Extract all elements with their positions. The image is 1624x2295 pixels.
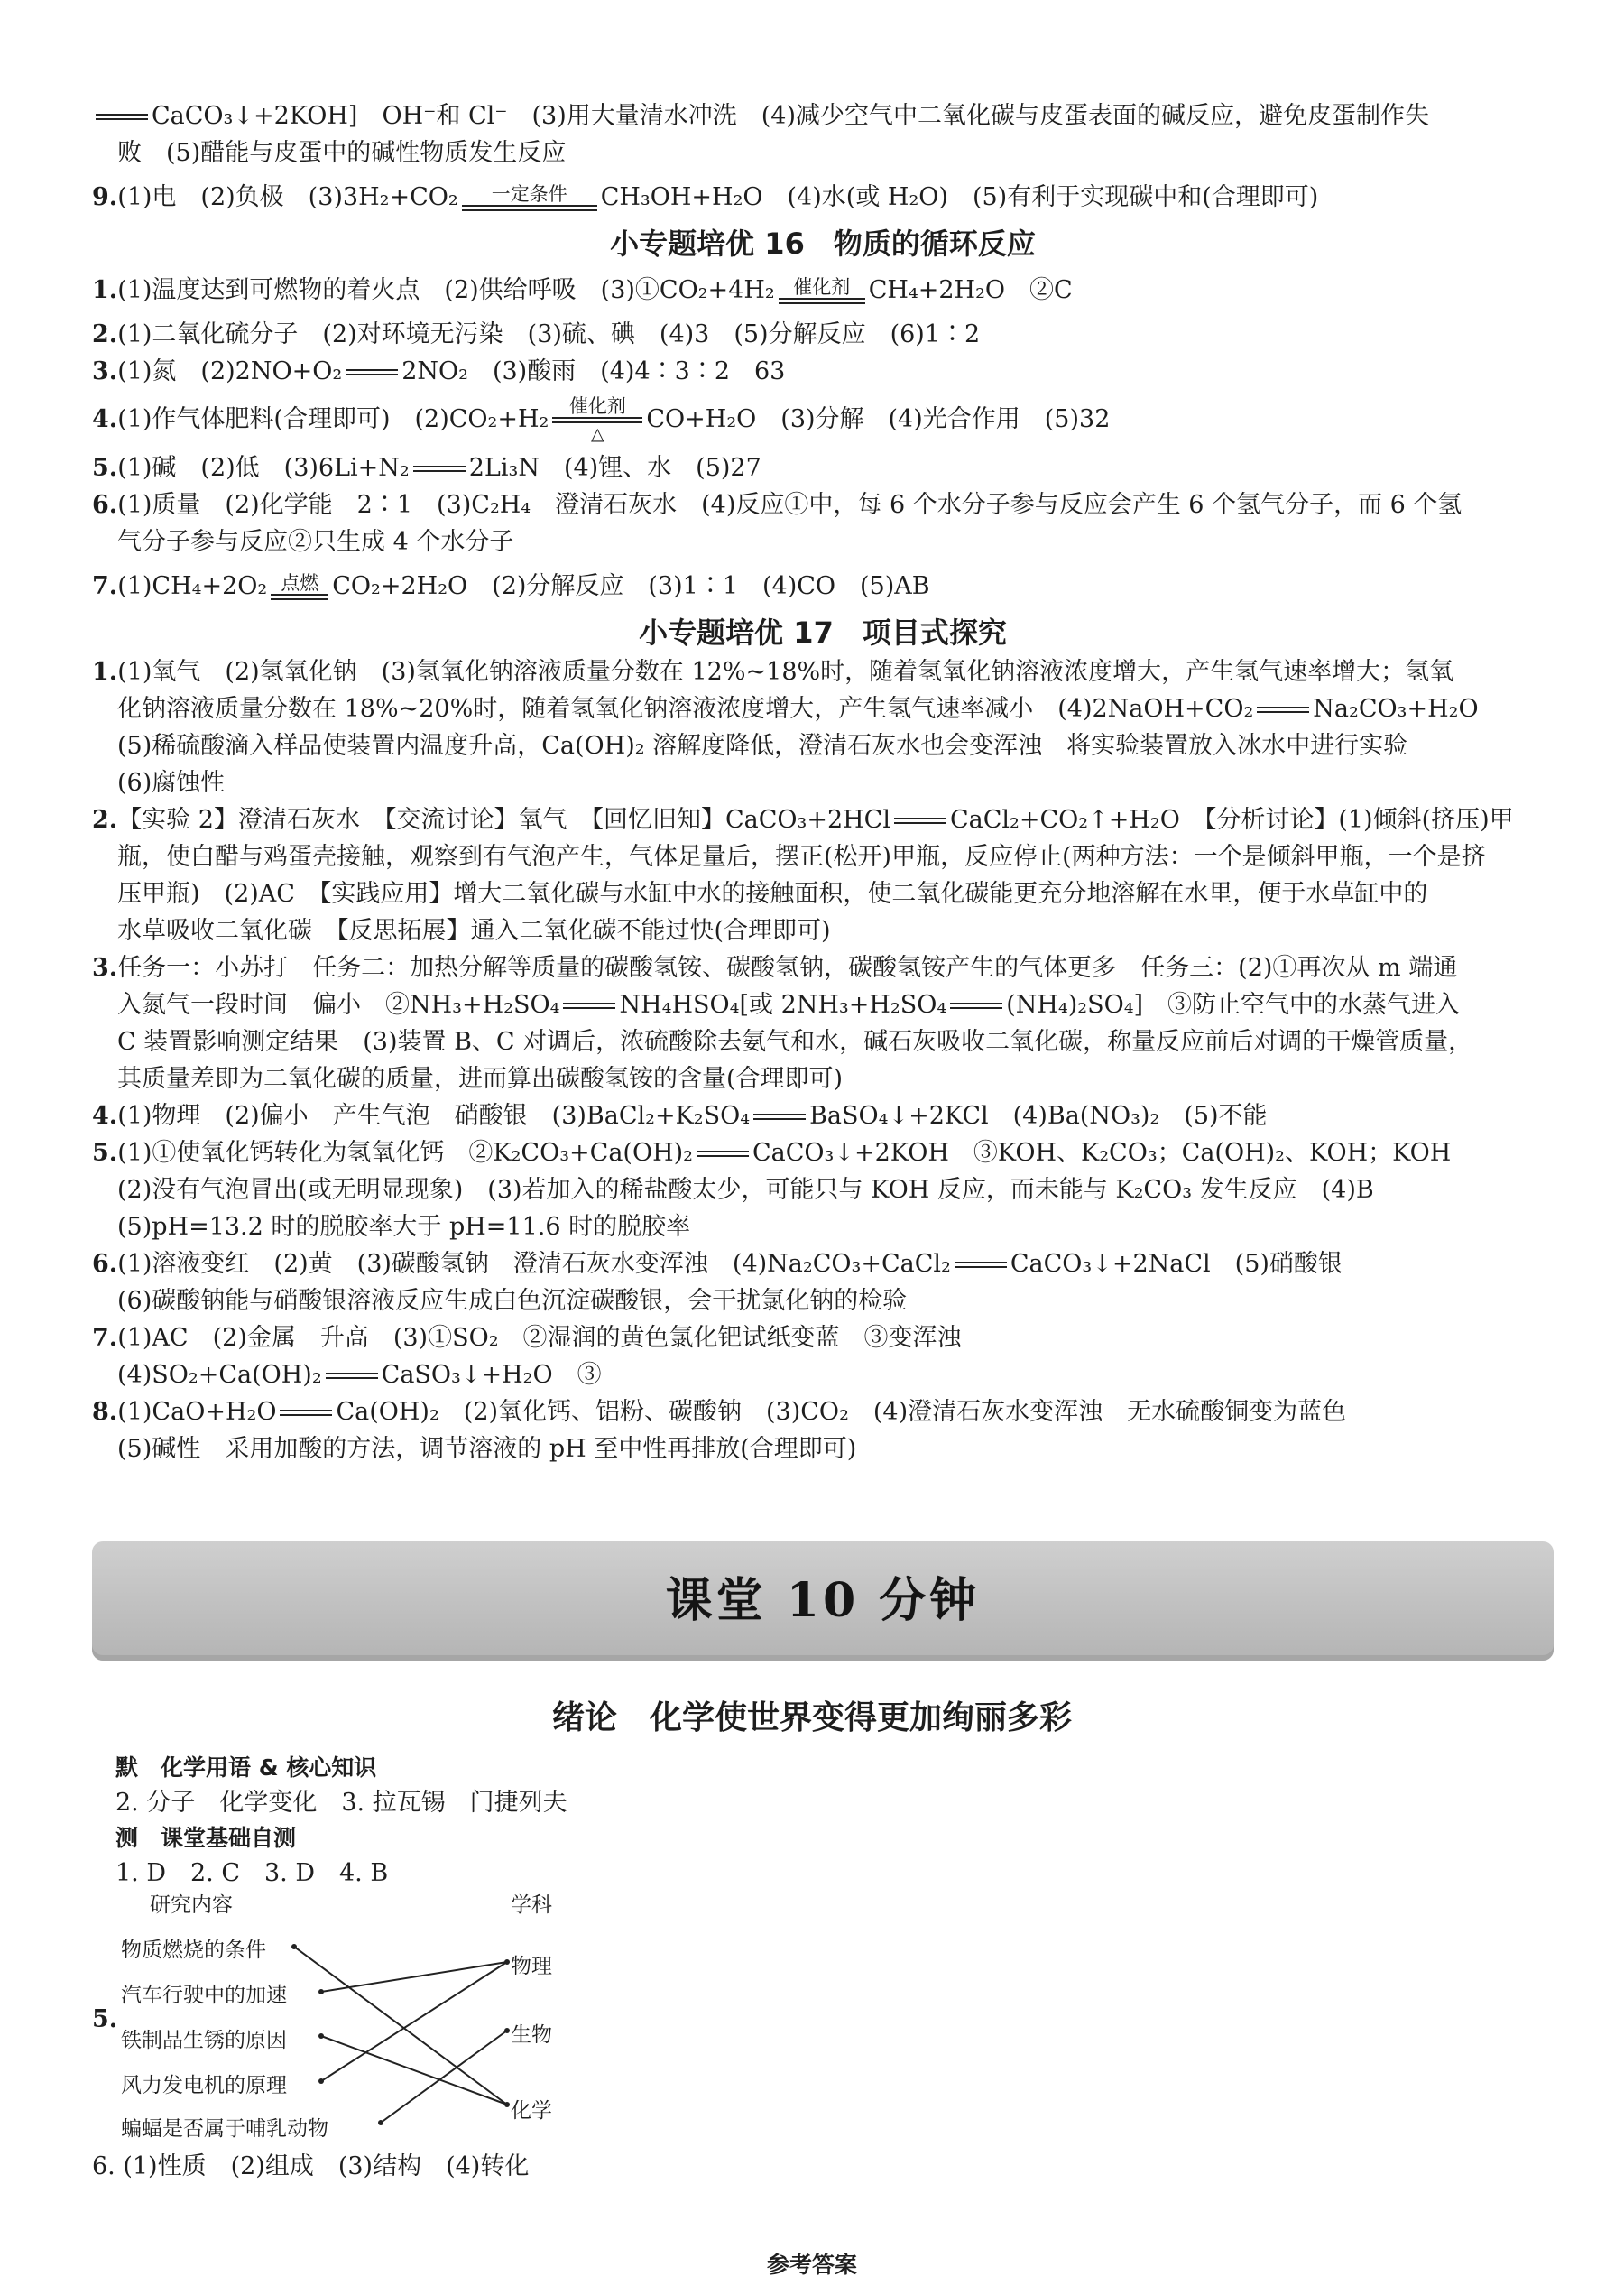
section-banner xyxy=(92,1541,1554,1661)
equals-sign xyxy=(413,466,466,472)
left-column-header: 研究内容 xyxy=(150,1893,233,1917)
intro-title: 绪论 化学使世界变得更加绚丽多彩 xyxy=(551,1699,1072,1736)
answer-line: 入氮气一段时间 偏小 ②NH₃+H₂SO₄ NH₄HSO₄[或 2NH₃+H₂SO₄ (NH₄)₂SO₄] ③防止空气中的水蒸气进入 xyxy=(117,991,1461,1019)
answer-17-6: 6.(1)溶液变红 (2)黄 (3)碳酸氢钠 澄清石灰水变浑浊 (4)Na₂CO₃+CaCl₂ CaCO₃↓+2NaCl (5)硝酸银 xyxy=(92,1250,1343,1278)
subsection-head: 测 课堂基础自测 xyxy=(115,1825,297,1851)
equals-sign xyxy=(753,1114,806,1120)
answer-line: 2. 分子 化学变化 3. 拉瓦锡 门捷列夫 xyxy=(115,1789,567,1817)
left-item: 铁制品生锈的原因 xyxy=(121,2029,287,2052)
answer-line: (4)SO₂+Ca(OH)₂ CaSO₃↓+H₂O ③ xyxy=(117,1361,602,1389)
answer-line: (2)没有气泡冒出(或无明显现象) (3)若加入的稀盐酸太少，可能只与 KOH 反应，而未能与 K₂CO₃ 发生反应 (4)B xyxy=(117,1176,1374,1204)
match-line xyxy=(294,1947,507,2105)
answer-line: 1. D 2. C 3. D 4. B xyxy=(115,1859,389,1887)
answer-line: 压甲瓶) (2)AC 【实践应用】增大二氧化碳与水缸中水的接触面积，使二氧化碳能更充分地溶解在水里，便于水草缸中的 xyxy=(117,880,1428,908)
match-line xyxy=(321,2036,507,2105)
equals-sign xyxy=(697,1151,749,1157)
answer-16-5: 5.(1)碱 (2)低 (3)6Li+N₂ 2Li₃N (4)锂、水 (5)27 xyxy=(92,454,761,482)
question-number: 9. xyxy=(92,183,118,211)
answer-9: 9.(1)电 (2)负极 (3)3H₂+CO₂ 一定条件 CH₃OH+H₂O (4)水(或 H₂O) (5)有利于实现碳中和(合理即可) xyxy=(92,171,1554,223)
answer-line: (5)稀硫酸滴入样品使装置内温度升高，Ca(OH)₂ 溶解度降低，澄清石灰水也会变浑浊 将实验装置放入冰水中进行实验 xyxy=(117,732,1408,760)
equals-sign xyxy=(950,1003,1002,1009)
right-item: 物理 xyxy=(511,1955,552,1978)
answer-17-8: 8.(1)CaO+H₂O Ca(OH)₂ (2)氧化钙、铝粉、碳酸钠 (3)CO₂ (4)澄清石灰水变浑浊 无水硫酸铜变为蓝色 xyxy=(92,1398,1347,1426)
answer-16-2: 2.(1)二氧化硫分子 (2)对环境无污染 (3)硫、碘 (4)3 (5)分解反应 (6)1∶2 xyxy=(92,320,981,348)
equals-sign xyxy=(1257,707,1309,713)
reaction-condition: 一定条件 xyxy=(462,185,597,211)
answer-line: (5)pH=13.2 时的脱胶率大于 pH=11.6 时的脱胶率 xyxy=(117,1213,691,1241)
equals-sign xyxy=(894,818,946,824)
match-line xyxy=(321,1962,507,2081)
reaction-condition: 催化剂 △ xyxy=(552,397,642,443)
answer-line: 水草吸收二氧化碳 【反思拓展】通入二氧化碳不能过快(合理即可) xyxy=(117,917,831,945)
answer-17-3: 3.任务一：小苏打 任务二：加热分解等质量的碳酸氢铵、碳酸氢钠，碳酸氢铵产生的气体更多 任务三：(2)①再次从 m 端通 xyxy=(92,954,1458,982)
left-item: 汽车行驶中的加速 xyxy=(121,1984,287,2007)
answer-line: C 装置影响测定结果 (3)装置 B、C 对调后，浓硫酸除去氨气和水，碱石灰吸收二氧化碳，称量反应前后对调的干燥管质量， xyxy=(117,1028,1473,1056)
answer-16-3: 3.(1)氮 (2)2NO+O₂ 2NO₂ (3)酸雨 (4)4∶3∶2 63 xyxy=(92,357,786,385)
right-item: 化学 xyxy=(511,2099,552,2123)
answer-line: 瓶，使白醋与鸡蛋壳接触，观察到有气泡产生，气体足量后，摆正(松开)甲瓶，反应停止(两种方法：一个是倾斜甲瓶，一个是挤 xyxy=(117,843,1486,871)
matching-diagram xyxy=(117,1886,677,2148)
equals-sign xyxy=(346,369,398,375)
match-line xyxy=(381,2031,507,2123)
answer-17-4: 4.(1)物理 (2)偏小 产生气泡 硝酸银 (3)BaCl₂+K₂SO₄ BaSO₄↓+2KCl (4)Ba(NO₃)₂ (5)不能 xyxy=(92,1102,1268,1130)
reaction-condition: 点燃 xyxy=(271,574,328,600)
answer-17-7: 7.(1)AC (2)金属 升高 (3)①SO₂ ②湿润的黄色氯化钯试纸变蓝 ③变浑浊 xyxy=(92,1324,962,1352)
answer-line: 化钠溶液质量分数在 18%~20%时，随着氢氧化钠溶液浓度增大，产生氢气速率减小 (4)2NaOH+CO₂ Na₂CO₃+H₂O xyxy=(117,695,1479,723)
equals-sign xyxy=(563,1003,615,1009)
equals-sign xyxy=(280,1410,332,1416)
answer-16-4: 4.(1)作气体肥料(合理即可) (2)CO₂+H₂ 催化剂 △ CO+H₂O (3)分解 (4)光合作用 (5)32 xyxy=(92,395,1111,444)
question-number: 5. xyxy=(92,2005,118,2033)
banner-title: 课堂 10 分钟 xyxy=(665,1573,981,1628)
section-title-17: 小专题培优 17 项目式探究 xyxy=(639,615,1007,650)
left-item: 风力发电机的原理 xyxy=(121,2074,287,2097)
right-item: 生物 xyxy=(511,2023,552,2047)
answer-16-6: 6.(1)质量 (2)化学能 2∶1 (3)C₂H₄ 澄清石灰水 (4)反应①中，每 6 个水分子参与反应会产生 6 个氢气分子，而 6 个氢 xyxy=(92,491,1463,519)
left-item: 蝙蝠是否属于哺乳动物 xyxy=(121,2117,328,2141)
answer-line: (5)碱性 采用加酸的方法，调节溶液的 pH 至中性再排放(合理即可) xyxy=(117,1435,857,1463)
reaction-condition: 催化剂 xyxy=(779,278,865,304)
right-column-header: 学科 xyxy=(511,1893,552,1917)
answer-17-2: 2.【实验 2】澄清石灰水 【交流讨论】氧气 【回忆旧知】CaCO₃+2HCl CaCl₂+CO₂↑+H₂O 【分析讨论】(1)倾斜(挤压)甲 xyxy=(92,806,1514,834)
answer-line: 其质量差即为二氧化碳的质量，进而算出碳酸氢铵的含量(合理即可) xyxy=(117,1065,844,1093)
answer-line: 气分子参与反应②只生成 4 个水分子 xyxy=(117,528,514,556)
intro-answers xyxy=(115,1751,1554,1892)
answer-16-1: 1.(1)温度达到可燃物的着火点 (2)供给呼吸 (3)①CO₂+4H₂ 催化剂 CH₄+2H₂O ②C xyxy=(92,276,1073,304)
answer-line: (6)碳酸钠能与硝酸银溶液反应生成白色沉淀碳酸银，会干扰氯化钠的检验 xyxy=(117,1287,908,1315)
match-line xyxy=(321,1962,507,1992)
answer-line: 6. (1)性质 (2)组成 (3)结构 (4)转化 xyxy=(92,2152,530,2180)
answer-17-5: 5.(1)①使氧化钙转化为氢氧化钙 ②K₂CO₃+Ca(OH)₂ CaCO₃↓+2KOH ③KOH、K₂CO₃；Ca(OH)₂、KOH；KOH xyxy=(92,1139,1452,1167)
subsection-head: 默 化学用语 & 核心知识 xyxy=(115,1754,377,1781)
equals-sign xyxy=(955,1262,1007,1268)
equals-sign xyxy=(326,1373,378,1379)
answer-line: CaCO₃↓+2KOH] OH⁻和 Cl⁻ (3)用大量清水冲洗 (4)减少空气中二氧化碳与皮蛋表面的碱反应，避免皮蛋制作失 xyxy=(92,97,1554,134)
left-item: 物质燃烧的条件 xyxy=(121,1939,266,1962)
equals-sign xyxy=(96,114,148,120)
answers-top xyxy=(92,97,1554,1467)
answer-16-7: 7.(1)CH₄+2O₂ 点燃 CO₂+2H₂O (2)分解反应 (3)1∶1 (4)CO (5)AB xyxy=(92,572,930,600)
section-title-16: 小专题培优 16 物质的循环反应 xyxy=(610,227,1036,261)
footer-label: 参考答案 xyxy=(766,2252,857,2278)
answer-17-1: 1.(1)氧气 (2)氢氧化钠 (3)氢氧化钠溶液质量分数在 12%~18%时，随着氢氧化钠溶液浓度增大，产生氢气速率增大；氢氧 xyxy=(92,658,1454,686)
matching-lines xyxy=(117,1886,677,2148)
answer-line: (6)腐蚀性 xyxy=(117,769,226,797)
answer-line: 败 (5)醋能与皮蛋中的碱性物质发生反应 xyxy=(117,139,567,167)
